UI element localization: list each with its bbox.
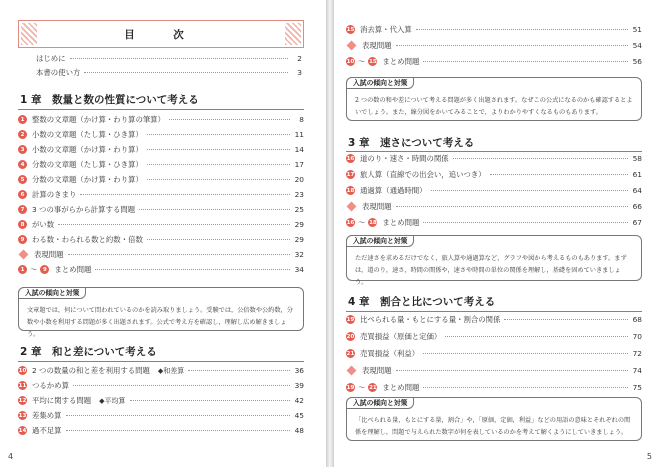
entry-title: まとめ問題 — [54, 265, 92, 274]
entry-page-number: 74 — [632, 366, 642, 375]
toc-entry-expression[interactable] — [346, 364, 642, 377]
entry-page-number: 8 — [299, 115, 304, 124]
number-badge: 17 — [346, 171, 355, 178]
entry-page-number: 11 — [294, 130, 304, 139]
toc-entry[interactable] — [18, 364, 304, 377]
exam-tips-note — [18, 287, 304, 338]
entry-page-number: 58 — [632, 154, 642, 163]
right-page — [334, 0, 660, 467]
entry-title: 差集め算 — [32, 411, 62, 420]
entry-title: 分数の文章題（たし算・ひき算） — [32, 160, 143, 169]
entry-page-number: 29 — [294, 220, 304, 229]
number-badge: 18 — [369, 219, 377, 226]
toc-entry[interactable] — [18, 394, 304, 407]
left-page — [0, 0, 326, 467]
dot-leader — [73, 385, 290, 386]
entry-page-number: 2 — [297, 54, 302, 63]
dot-leader — [445, 336, 628, 337]
entry-page-number: 42 — [294, 396, 304, 405]
toc-entry[interactable] — [346, 330, 642, 343]
dot-leader — [80, 194, 290, 195]
toc-entry[interactable] — [346, 347, 642, 360]
entry-page-number: 3 — [297, 68, 302, 77]
entry-title: はじめに — [36, 54, 66, 63]
entry-title: 道のり・速さ・時間の関係 — [360, 154, 449, 163]
entry-title: 小数の文章題（たし算・ひき算） — [32, 130, 143, 139]
chapter-heading: 3 章 速さについて考える — [348, 137, 475, 149]
dot-leader — [66, 415, 290, 416]
toc-entry[interactable] — [18, 113, 304, 126]
note-body: 2 つの数の和や差について考える問題が多く出題されます。なぜこの公式になるのかも確認するとよいでしょう。また，線分図をかいてみることで，よりわかりやすくなるものもあります。 — [355, 97, 633, 116]
note-body: ただ速さを求めるだけでなく，旅人算や通過算など，グラフや図から考えるものもあります。まずは，道のり，速さ，時間の関係や，速さや時間の単位の関係を理解し，基礎を固めていきましょう。 — [355, 255, 627, 286]
entry-page-number: 32 — [294, 250, 304, 259]
range-tilde: 〜 — [30, 265, 38, 274]
toc-title-box — [18, 20, 304, 48]
number-badge: 4 — [18, 160, 27, 169]
entry-page-number: 54 — [632, 41, 642, 50]
toc-entry[interactable] — [346, 152, 642, 165]
dot-leader — [423, 61, 628, 62]
toc-entry-review[interactable] — [346, 55, 642, 68]
toc-entry-review[interactable] — [18, 263, 304, 276]
number-badge: 19 — [346, 316, 355, 323]
toc-entry[interactable] — [18, 409, 304, 422]
number-badge: 1 — [18, 265, 27, 274]
number-badge: 20 — [346, 333, 355, 340]
toc-entry[interactable] — [346, 313, 642, 326]
number-badge: 3 — [18, 145, 27, 154]
number-badge: 9 — [40, 265, 49, 274]
note-heading: 入試の傾向と対策 — [18, 287, 86, 299]
number-badge: 9 — [18, 235, 27, 244]
entry-title: 表現問題 — [362, 202, 392, 211]
entry-page-number: 39 — [294, 381, 304, 390]
dot-leader — [95, 269, 290, 270]
toc-title: 目 次 — [124, 29, 198, 41]
dot-leader — [423, 222, 628, 223]
diamond-icon — [347, 366, 357, 376]
entry-title: 過不足算 — [32, 426, 62, 435]
page-number: 4 — [8, 452, 14, 461]
number-badge: 21 — [346, 350, 355, 357]
range-tilde: 〜 — [358, 383, 366, 392]
entry-page-number: 64 — [632, 186, 642, 195]
toc-entry[interactable] — [18, 128, 304, 141]
chapter-rule — [18, 109, 304, 110]
dot-leader — [70, 58, 288, 59]
entry-page-number: 23 — [294, 190, 304, 199]
dot-leader — [396, 45, 628, 46]
number-badge: 2 — [18, 130, 27, 139]
dot-leader — [130, 400, 290, 401]
number-badge: 15 — [369, 58, 377, 65]
entry-title: 2 つの数量の和と差を利用する問題 — [32, 366, 150, 375]
entry-title: 小数の文章題（かけ算・わり算） — [32, 145, 143, 154]
range-tilde: 〜 — [358, 57, 366, 66]
dot-leader — [147, 164, 290, 165]
entry-page-number: 70 — [632, 332, 642, 341]
toc-entry-review[interactable] — [346, 216, 642, 229]
page-number: 5 — [646, 452, 652, 461]
entry-title: 消去算・代入算 — [360, 25, 412, 34]
entry-page-number: 51 — [632, 25, 642, 34]
chapter-heading: 1 章 数量と数の性質について考える — [20, 94, 199, 106]
entry-title: まとめ問題 — [382, 57, 420, 66]
dot-leader — [423, 387, 628, 388]
exam-tips-note — [346, 397, 642, 441]
note-heading: 入試の傾向と対策 — [346, 77, 414, 89]
note-body: 「比べられる量，もとにする量，割合」や，「原価，定価，利益」などの用語の意味とそれぞれの関係を理解し，問題で与えられた数字が何を表しているのかを考えて解くようにしていきましょう。 — [355, 417, 631, 436]
note-heading: 入試の傾向と対策 — [346, 235, 414, 247]
diamond-icon — [19, 250, 29, 260]
toc-entry-usage[interactable] — [36, 66, 302, 79]
entry-title: まとめ問題 — [382, 218, 420, 227]
entry-title: つるかめ算 — [32, 381, 69, 390]
entry-page-number: 45 — [294, 411, 304, 420]
dot-leader — [423, 353, 628, 354]
entry-page-number: 29 — [294, 235, 304, 244]
number-badge: 7 — [18, 205, 27, 214]
entry-title: 通過算（通過時間） — [360, 186, 427, 195]
dot-leader — [396, 206, 628, 207]
entry-page-number: 61 — [632, 170, 642, 179]
entry-page-number: 68 — [632, 315, 642, 324]
toc-entry[interactable] — [18, 188, 304, 201]
dot-leader — [58, 224, 290, 225]
entry-page-number: 36 — [294, 366, 304, 375]
chapter-heading: 2 章 和と差について考える — [20, 346, 157, 358]
diamond-icon — [347, 41, 357, 51]
method-tag: ◆和差算 — [157, 366, 185, 375]
toc-entry[interactable] — [18, 218, 304, 231]
number-badge: 18 — [346, 187, 355, 194]
entry-title: 旅人算（直線での出会い，追いつき） — [360, 170, 486, 179]
method-tag: ◆平均算 — [99, 396, 126, 405]
toc-entry[interactable] — [18, 379, 304, 392]
dot-leader — [490, 174, 628, 175]
entry-title: がい数 — [32, 220, 55, 229]
exam-tips-note — [346, 77, 642, 121]
dot-leader — [453, 158, 628, 159]
dot-leader — [66, 430, 290, 431]
toc-entry-expression[interactable] — [346, 39, 642, 52]
toc-entry-review[interactable] — [346, 381, 642, 394]
entry-page-number: 34 — [294, 265, 304, 274]
toc-entry[interactable] — [346, 184, 642, 197]
entry-page-number: 67 — [632, 218, 642, 227]
entry-title: 3 つの事がらから計算する問題 — [32, 205, 136, 214]
note-heading: 入試の傾向と対策 — [346, 397, 414, 409]
entry-page-number: 75 — [632, 383, 642, 392]
dot-leader — [416, 29, 628, 30]
chapter-heading: 4 章 割合と比について考える — [348, 296, 496, 308]
toc-entry[interactable] — [18, 158, 304, 171]
entry-title: 比べられる量・もとにする量・割合の関係 — [360, 315, 501, 324]
number-badge: 19 — [346, 384, 355, 391]
entry-title: 整数の文章題（かけ算・わり算の筆算） — [32, 115, 166, 124]
number-badge: 15 — [346, 26, 355, 33]
dot-leader — [504, 319, 628, 320]
dot-leader — [169, 119, 290, 120]
dot-leader — [147, 239, 290, 240]
number-badge: 16 — [346, 219, 355, 226]
number-badge: 10 — [18, 367, 27, 374]
entry-title: 計算のきまり — [32, 190, 77, 199]
number-badge: 5 — [18, 175, 27, 184]
dot-leader — [188, 370, 290, 371]
toc-entry[interactable] — [346, 168, 642, 181]
entry-page-number: 48 — [294, 426, 304, 435]
toc-entry[interactable] — [18, 203, 304, 216]
number-badge: 16 — [346, 155, 355, 162]
entry-title: まとめ問題 — [382, 383, 420, 392]
entry-title: 表現問題 — [34, 250, 64, 259]
diamond-icon — [347, 202, 357, 212]
exam-tips-note — [346, 235, 642, 286]
entry-title: 売買損益（原価と定価） — [360, 332, 442, 341]
note-body: 文章題では，何について問われているのかを読み取りましょう。受験では，公倍数や公約数，分数や小数を利用する問題が多く出題されます。公式で考え方を確認し，理解し広め解きましょう。 — [27, 307, 293, 338]
toc-entry-expression[interactable] — [346, 200, 642, 213]
toc-entry-intro[interactable] — [36, 52, 302, 65]
toc-entry-expression[interactable] — [18, 248, 304, 261]
dot-leader — [147, 149, 290, 150]
number-badge: 10 — [346, 58, 355, 65]
entry-title: 平均に関する問題 — [32, 396, 92, 405]
entry-page-number: 17 — [294, 160, 304, 169]
entry-page-number: 20 — [294, 175, 304, 184]
number-badge: 13 — [18, 412, 27, 419]
book-gutter — [326, 0, 334, 467]
entry-title: 表現問題 — [362, 366, 392, 375]
range-tilde: 〜 — [358, 218, 366, 227]
dot-leader — [431, 190, 628, 191]
toc-entry[interactable] — [18, 424, 304, 437]
chapter-rule — [346, 311, 642, 312]
entry-title: 売買損益（利益） — [360, 349, 420, 358]
number-badge: 12 — [18, 397, 27, 404]
entry-page-number: 25 — [294, 205, 304, 214]
entry-title: わる数・わられる数と約数・倍数 — [32, 235, 143, 244]
entry-page-number: 72 — [632, 349, 642, 358]
number-badge: 14 — [18, 427, 27, 434]
number-badge: 6 — [18, 190, 27, 199]
toc-entry[interactable] — [18, 143, 304, 156]
dot-leader — [147, 134, 290, 135]
entry-page-number: 14 — [294, 145, 304, 154]
entry-title: 表現問題 — [362, 41, 392, 50]
dot-leader — [139, 209, 290, 210]
number-badge: 11 — [18, 382, 27, 389]
dot-leader — [68, 254, 290, 255]
entry-title: 分数の文章題（かけ算・わり算） — [32, 175, 143, 184]
entry-title: 本書の使い方 — [36, 68, 81, 77]
number-badge: 1 — [18, 115, 27, 124]
toc-entry[interactable] — [346, 23, 642, 36]
toc-entry[interactable] — [18, 173, 304, 186]
dot-leader — [147, 179, 290, 180]
entry-page-number: 66 — [632, 202, 642, 211]
dot-leader — [396, 370, 628, 371]
dot-leader — [84, 72, 288, 73]
chapter-rule — [18, 361, 304, 362]
number-badge: 21 — [369, 384, 377, 391]
entry-page-number: 56 — [632, 57, 642, 66]
number-badge: 8 — [18, 220, 27, 229]
toc-entry[interactable] — [18, 233, 304, 246]
